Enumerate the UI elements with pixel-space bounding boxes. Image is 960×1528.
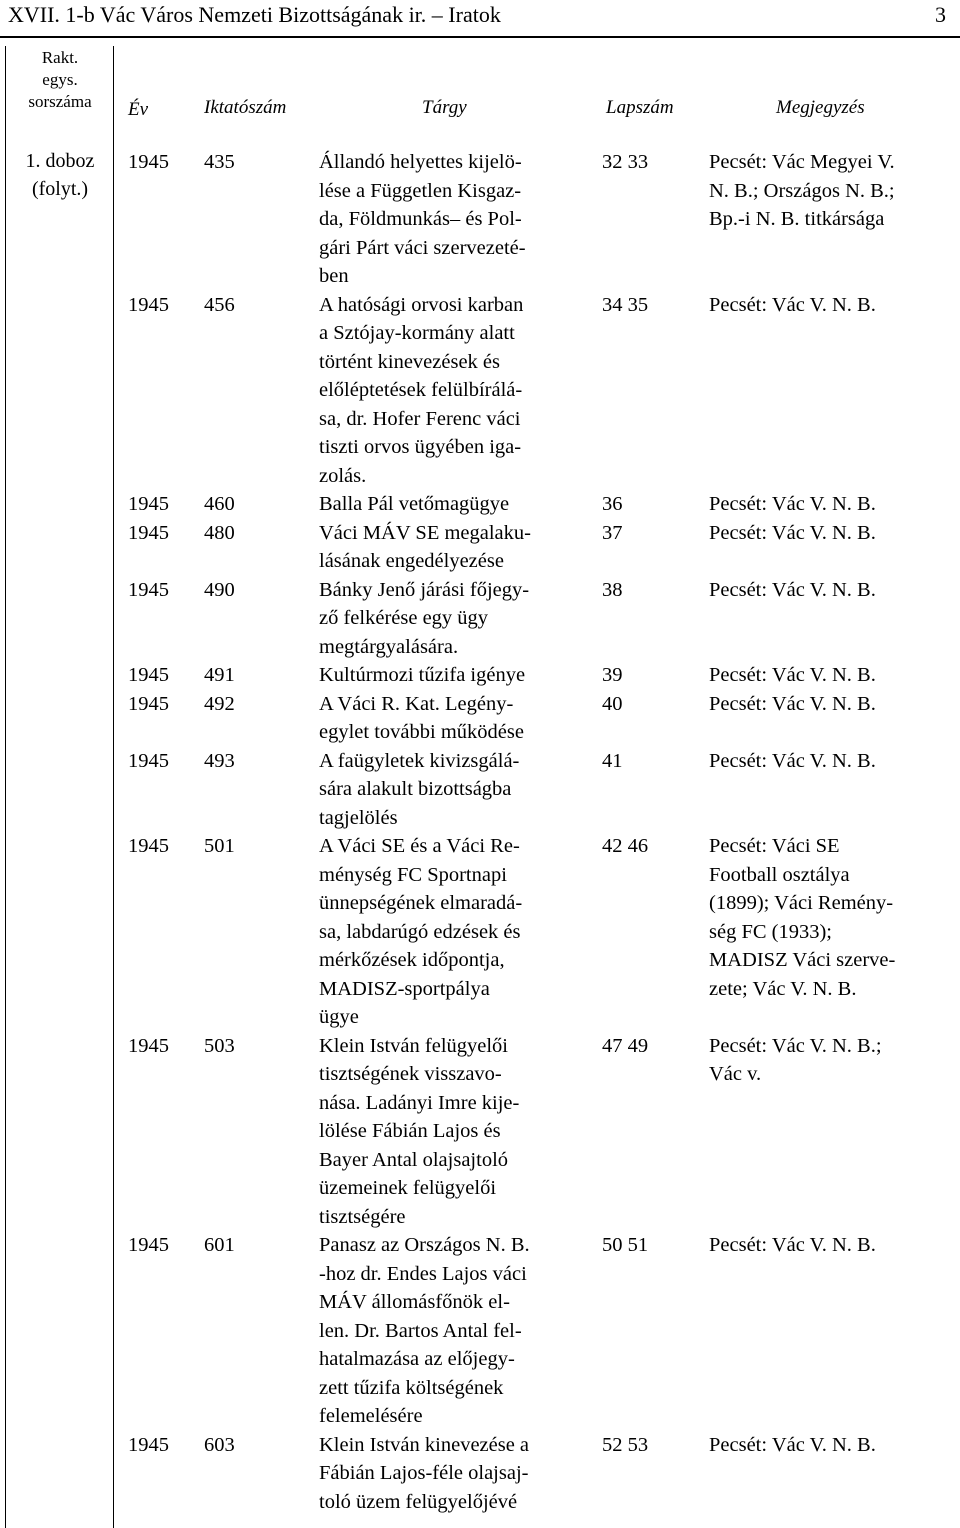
year-cell: 1945 — [128, 521, 169, 544]
subject-line: Váci MÁV SE megalaku- — [319, 521, 531, 544]
year-cell: 1945 — [128, 835, 169, 857]
page-range-cell: 52 53 — [602, 1433, 649, 1456]
subject-line: sa, labdarúgó edzések és — [319, 920, 521, 943]
note-line: Pecsét: Vác V. N. B. — [709, 1433, 876, 1456]
subject-line: a Sztójay-kormány alatt — [319, 322, 515, 344]
subject-line: Klein István felügyelői — [319, 1034, 509, 1057]
subject-line: Kultúrmozi tűzifa igénye — [319, 664, 526, 686]
record-number-cell: 493 — [204, 749, 235, 772]
year-cell: 1945 — [128, 493, 169, 515]
record-number-cell: 503 — [204, 1034, 235, 1057]
subject-line: megtárgyalására. — [319, 635, 459, 658]
box-label-line: (folyt.) — [31, 178, 89, 200]
subject-line: lése a Független Kisgaz- — [319, 179, 522, 202]
note-line: N. B.; Országos N. B.; — [709, 179, 895, 202]
subject-cell — [319, 1032, 591, 1232]
table-row — [0, 1231, 960, 1431]
subject-cell — [319, 661, 591, 690]
subject-line: ügye — [319, 1006, 359, 1028]
record-number-cell: 460 — [204, 493, 235, 515]
table-row — [0, 690, 960, 747]
year-cell: 1945 — [128, 749, 169, 772]
note-line: Pecsét: Vác V. N. B. — [709, 1234, 876, 1256]
subject-line: sára alakult bizottságba — [319, 778, 512, 800]
page-range-cell: 42 46 — [602, 835, 649, 857]
rakt-header-line: sorszáma — [28, 92, 92, 111]
column-header-rakt — [8, 47, 112, 113]
subject-line: sa, dr. Hofer Ferenc váci — [319, 407, 521, 430]
subject-line: Bánky Jenő járási főjegy- — [319, 578, 530, 601]
subject-line: toló üzem felügyelőjévé — [319, 1490, 518, 1513]
note-cell — [709, 490, 876, 519]
note-line: Pecsét: Váci SE — [709, 835, 840, 857]
note-line: Vác v. — [709, 1063, 762, 1085]
note-line: Bp.-i N. B. titkársága — [709, 208, 885, 230]
table-row — [0, 1032, 960, 1232]
year-cell: 1945 — [128, 151, 169, 173]
note-line: Pecsét: Vác V. N. B. — [709, 493, 876, 515]
subject-line: ünnepségének elmaradá- — [319, 892, 523, 914]
page-range-cell: 32 33 — [602, 151, 649, 173]
page-range-cell: 36 — [602, 493, 623, 515]
subject-cell — [319, 576, 591, 662]
subject-line: mérkőzések időpontja, — [319, 949, 505, 971]
page-range-cell: 38 — [602, 578, 623, 601]
subject-cell — [319, 832, 591, 1032]
page-range-cell: 34 35 — [602, 293, 649, 316]
rakt-header-line: Rakt. — [41, 48, 79, 67]
table-row — [0, 661, 960, 690]
subject-line: lölése Fábián Lajos és — [319, 1120, 501, 1142]
subject-line: Klein István kinevezése a — [319, 1433, 530, 1456]
year-cell: 1945 — [128, 1034, 169, 1057]
page-range-cell: 47 49 — [602, 1034, 649, 1057]
table-row — [0, 1431, 960, 1517]
column-header-targy: Tárgy — [422, 97, 467, 118]
subject-line: ben — [319, 265, 349, 287]
subject-line: MADISZ-sportpálya — [319, 977, 490, 1000]
running-title: XVII. 1-b Vác Város Nemzeti Bizottságának ir. – Iratok — [8, 2, 501, 27]
subject-line: -hoz dr. Endes Lajos váci — [319, 1262, 527, 1285]
record-number-cell: 480 — [204, 521, 235, 544]
column-header-ev: Év — [128, 99, 149, 120]
table-row — [0, 148, 960, 291]
subject-cell — [319, 490, 591, 519]
subject-line: len. Dr. Bartos Antal fel- — [319, 1319, 522, 1342]
note-line: Pecsét: Vác V. N. B. — [709, 664, 876, 686]
column-header-megjegyzes: Megjegyzés — [776, 97, 865, 118]
record-number-cell: 492 — [204, 692, 235, 715]
note-cell — [709, 148, 895, 234]
note-line: MADISZ Váci szerve- — [709, 949, 896, 971]
note-cell — [709, 576, 876, 605]
subject-line: hatalmazása az előjegy- — [319, 1348, 515, 1370]
subject-cell — [319, 291, 591, 491]
subject-line: felemelésére — [319, 1405, 423, 1427]
subject-line: Balla Pál vetőmagügye — [319, 493, 510, 515]
table-row — [0, 490, 960, 519]
page-range-cell: 40 — [602, 692, 623, 715]
subject-line: A hatósági orvosi karban — [319, 293, 524, 316]
year-cell: 1945 — [128, 1433, 169, 1456]
year-cell: 1945 — [128, 1234, 169, 1256]
note-cell — [709, 690, 876, 719]
note-cell — [709, 1231, 876, 1260]
record-table — [0, 148, 960, 1516]
table-row — [0, 747, 960, 833]
rakt-header-line: egys. — [42, 70, 78, 89]
subject-line: előléptetések felülbírálá- — [319, 379, 523, 401]
table-row — [0, 832, 960, 1032]
page-range-cell: 39 — [602, 664, 623, 686]
column-header-iktatoszam: Iktatószám — [204, 97, 287, 118]
table-row — [0, 291, 960, 491]
subject-cell — [319, 1431, 591, 1517]
subject-cell — [319, 690, 591, 747]
year-cell: 1945 — [128, 578, 169, 601]
page-range-cell: 41 — [602, 749, 623, 772]
record-number-cell: 601 — [204, 1234, 235, 1256]
subject-line: tisztségére — [319, 1205, 406, 1228]
subject-line: MÁV állomásfőnök el- — [319, 1291, 510, 1313]
subject-line: lásának engedélyezése — [319, 550, 504, 572]
note-cell — [709, 832, 895, 1003]
record-number-cell: 435 — [204, 151, 235, 173]
page-range-cell: 50 51 — [602, 1234, 649, 1256]
subject-line: gári Párt váci szervezeté- — [319, 236, 526, 259]
note-line: (1899); Váci Remény- — [709, 892, 894, 914]
subject-cell — [319, 148, 591, 291]
subject-cell — [319, 747, 591, 833]
note-line: Pecsét: Vác Megyei V. — [709, 151, 895, 173]
year-cell: 1945 — [128, 692, 169, 715]
note-line: Football osztálya — [709, 863, 850, 886]
subject-line: tisztségének visszavo- — [319, 1063, 502, 1085]
subject-line: zett tűzifa költségének — [319, 1376, 504, 1399]
note-line: Pecsét: Vác V. N. B. — [709, 521, 876, 544]
subject-line: Fábián Lajos-féle olajsaj- — [319, 1462, 529, 1484]
header-rule — [0, 36, 960, 38]
subject-line: zolás. — [319, 464, 367, 487]
page-number: 3 — [935, 2, 946, 27]
subject-line: A faügyletek kivizsgálá- — [319, 749, 520, 772]
subject-line: A Váci R. Kat. Legény- — [319, 692, 514, 715]
record-number-cell: 456 — [204, 293, 235, 316]
record-number-cell: 491 — [204, 664, 235, 686]
note-line: Pecsét: Vác V. N. B.; — [709, 1034, 882, 1057]
note-line: zete; Vác V. N. B. — [709, 977, 857, 1000]
note-line: ség FC (1933); — [709, 920, 832, 943]
note-line: Pecsét: Vác V. N. B. — [709, 293, 876, 316]
subject-line: ménység FC Sportnapi — [319, 863, 507, 886]
subject-cell — [319, 1231, 591, 1431]
year-cell: 1945 — [128, 664, 169, 686]
page-range-cell: 37 — [602, 521, 623, 544]
note-cell — [709, 661, 876, 690]
note-cell — [709, 291, 876, 320]
note-cell — [709, 519, 876, 548]
note-line: Pecsét: Vác V. N. B. — [709, 578, 876, 601]
subject-line: nása. Ladányi Imre kije- — [319, 1091, 520, 1114]
year-cell: 1945 — [128, 293, 169, 316]
note-cell — [709, 747, 876, 776]
subject-line: Állandó helyettes kijelö- — [319, 151, 522, 173]
subject-line: tiszti orvos ügyében iga- — [319, 436, 522, 458]
subject-line: A Váci SE és a Váci Re- — [319, 835, 520, 857]
page-header — [0, 0, 960, 36]
subject-line: Panasz az Országos N. B. — [319, 1234, 530, 1256]
table-row — [0, 519, 960, 576]
note-line: Pecsét: Vác V. N. B. — [709, 749, 876, 772]
record-number-cell: 603 — [204, 1433, 235, 1456]
subject-line: történt kinevezések és — [319, 350, 501, 373]
subject-cell — [319, 519, 591, 576]
column-header-lapszam: Lapszám — [606, 97, 674, 118]
note-cell — [709, 1431, 876, 1460]
note-line: Pecsét: Vác V. N. B. — [709, 692, 876, 715]
record-number-cell: 501 — [204, 835, 235, 857]
note-cell — [709, 1032, 882, 1089]
table-row — [0, 576, 960, 662]
box-label-line: 1. doboz — [25, 150, 95, 172]
record-number-cell: 490 — [204, 578, 235, 601]
subject-line: Bayer Antal olajsajtoló — [319, 1148, 509, 1171]
subject-line: egylet további működése — [319, 721, 524, 743]
subject-line: ző felkérése egy ügy — [319, 607, 489, 629]
subject-line: da, Földmunkás– és Pol- — [319, 208, 522, 230]
subject-line: tagjelölés — [319, 806, 398, 829]
subject-line: üzemeinek felügyelői — [319, 1177, 497, 1199]
